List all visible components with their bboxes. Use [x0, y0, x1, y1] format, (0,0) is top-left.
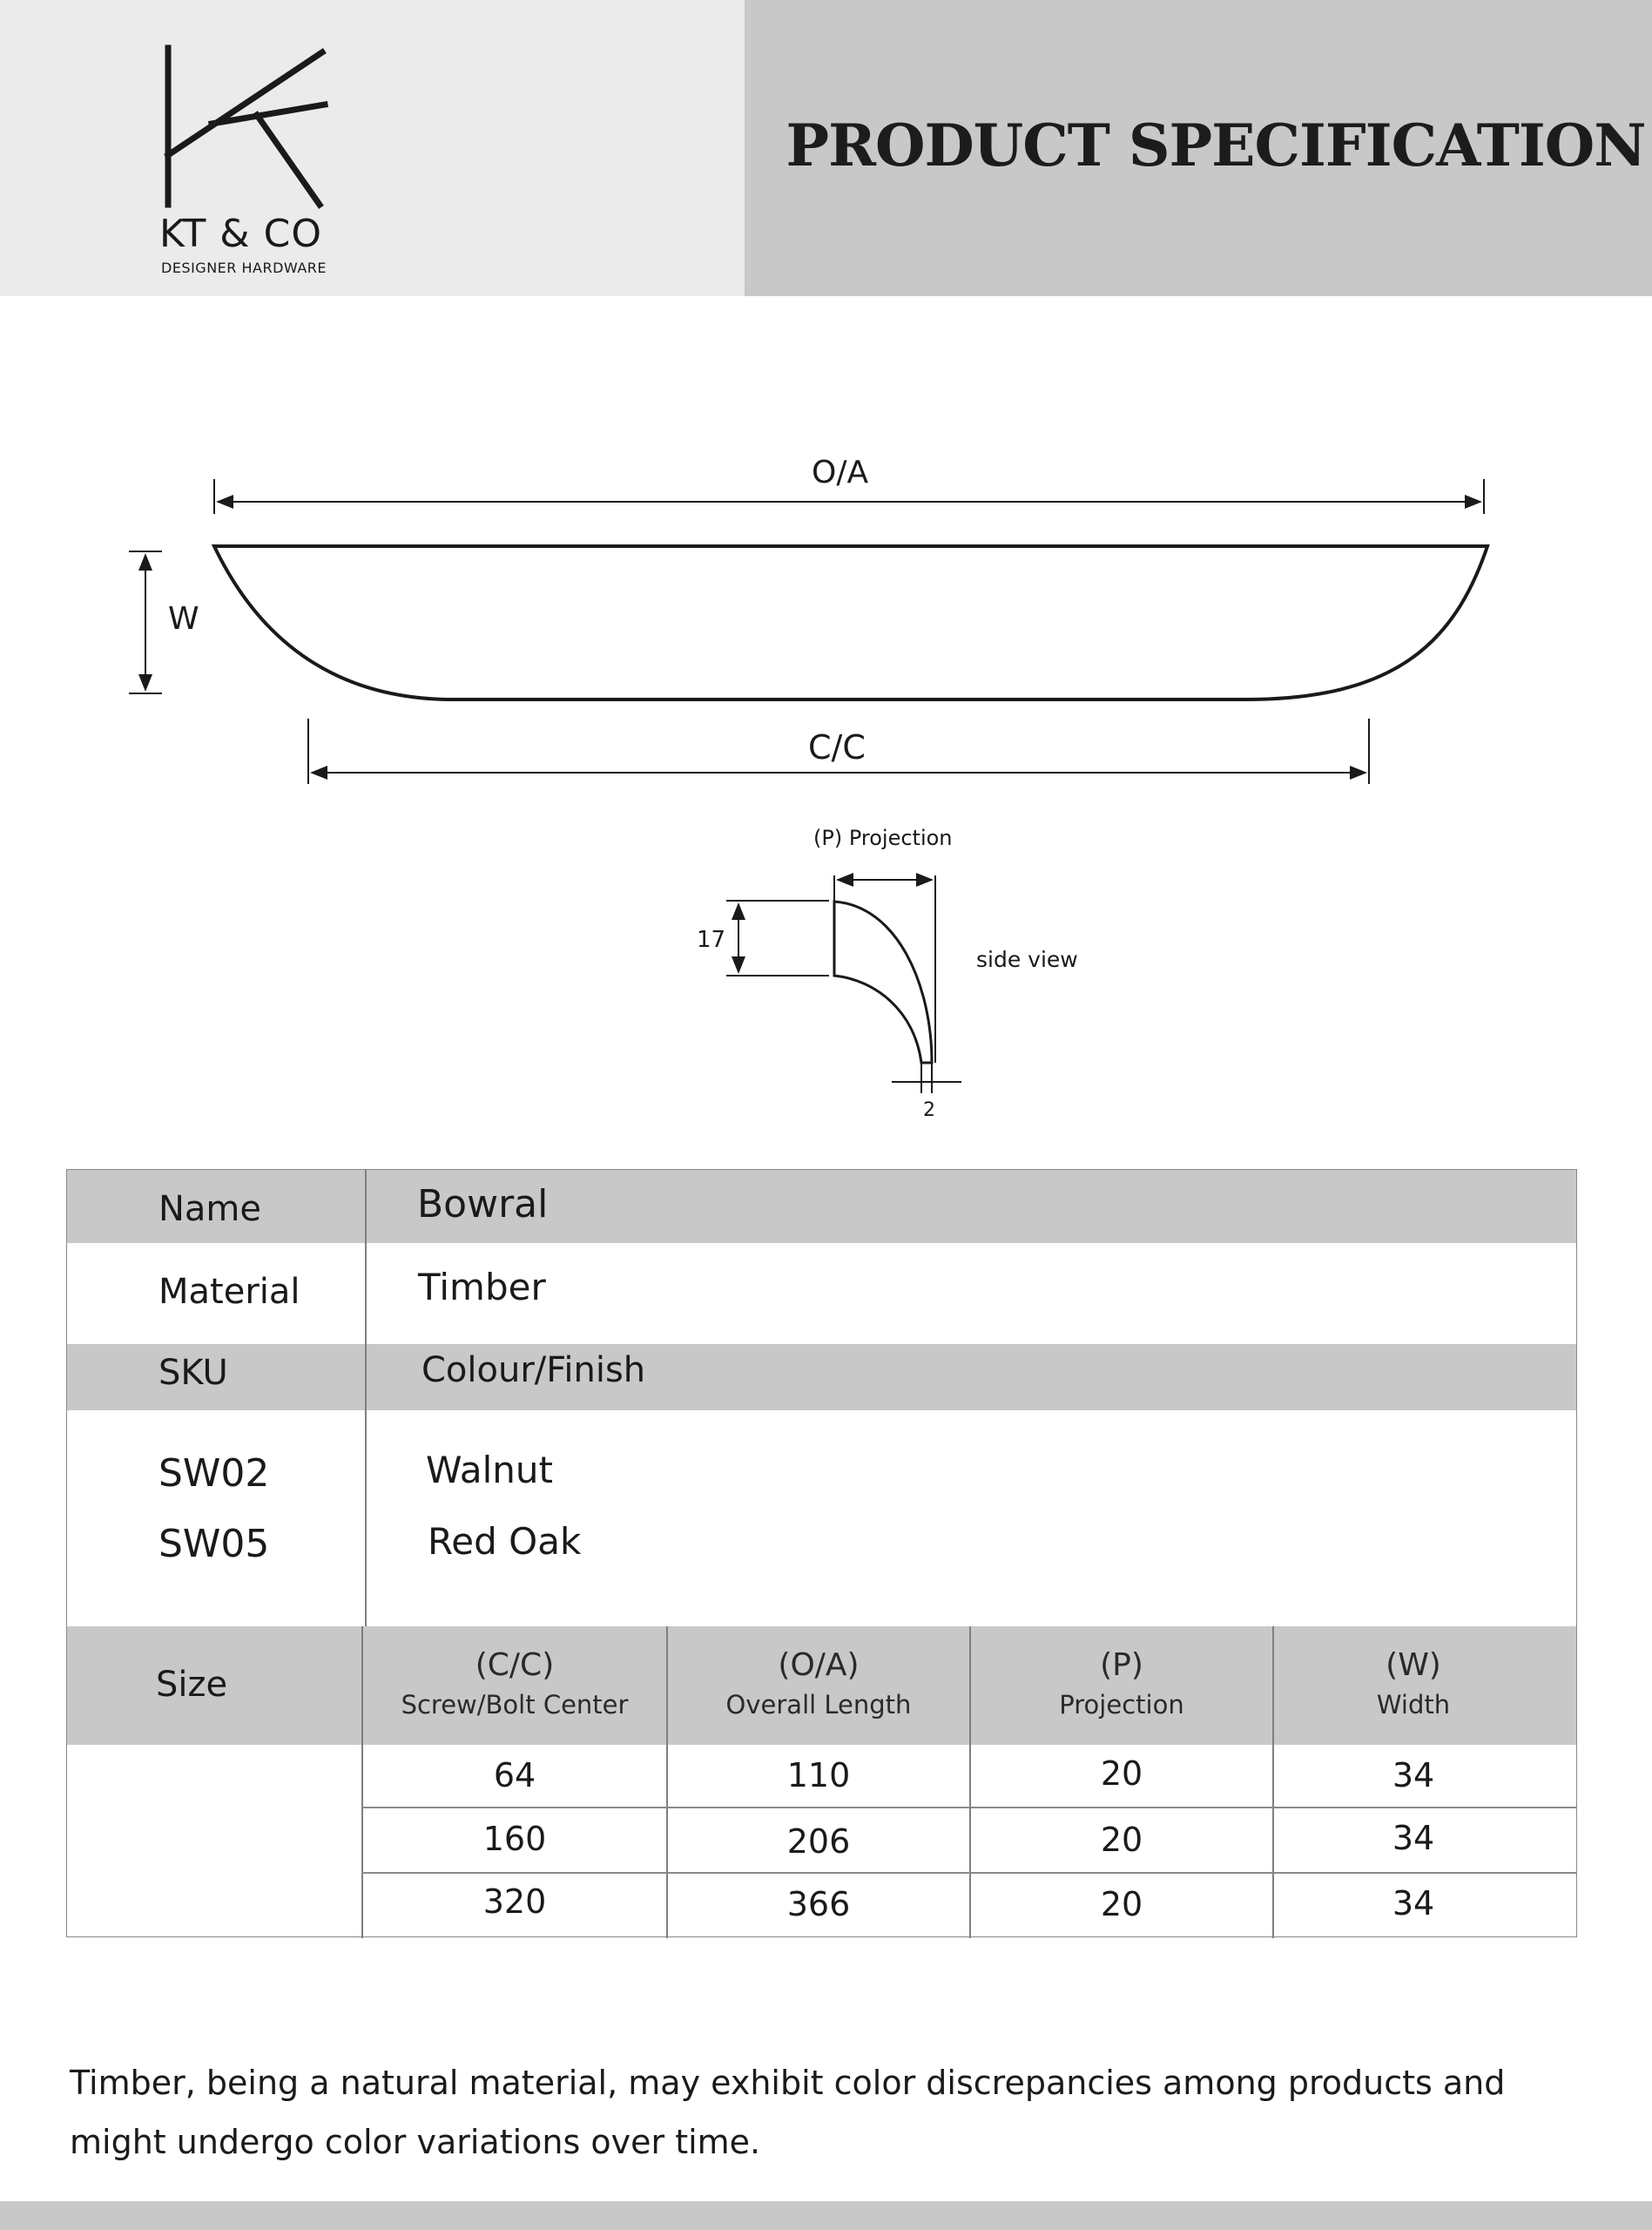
kt-logo-icon	[161, 44, 335, 209]
column-header-w	[1274, 1647, 1553, 1720]
table-cell: 34	[1392, 1756, 1435, 1794]
column-code: (P)	[1100, 1647, 1143, 1683]
table-cell: 34	[1392, 1819, 1435, 1857]
table-cell: 20	[1100, 1754, 1143, 1793]
centers-label: C/C	[808, 728, 866, 767]
size-label: Size	[156, 1665, 228, 1705]
technical-drawing	[0, 418, 1652, 1150]
column-header-cc	[363, 1647, 666, 1720]
footer-bar	[0, 2201, 1652, 2230]
divider	[361, 1807, 1576, 1808]
name-row-band	[67, 1170, 1576, 1243]
side-view-label: side view	[976, 947, 1078, 972]
table-cell: 64	[493, 1756, 536, 1794]
table-cell: 20	[1100, 1885, 1143, 1923]
table-cell: 34	[1392, 1884, 1435, 1923]
column-desc: Screw/Bolt Center	[401, 1690, 629, 1720]
column-header-oa	[668, 1647, 969, 1720]
overall-length-label: O/A	[812, 455, 869, 490]
column-desc: Projection	[1059, 1690, 1184, 1720]
column-desc: Width	[1376, 1690, 1451, 1720]
finish-value: Walnut	[426, 1449, 553, 1491]
table-cell: 320	[482, 1882, 547, 1921]
column-code: (W)	[1386, 1647, 1441, 1683]
thickness-value: 2	[923, 1099, 935, 1121]
table-cell: 366	[786, 1885, 851, 1923]
material-label: Material	[158, 1272, 300, 1312]
column-desc: Overall Length	[725, 1690, 912, 1720]
sku-value: SW05	[158, 1522, 270, 1566]
timber-note: Timber, being a natural material, may exhibit color discrepancies among products and might undergo color variations over time.	[70, 2064, 1506, 2161]
brand-name: KT & CO	[159, 212, 322, 256]
name-label: Name	[158, 1189, 262, 1229]
table-cell: 206	[786, 1822, 851, 1861]
column-code: (O/A)	[778, 1647, 860, 1683]
header-logo-panel	[0, 0, 745, 296]
page-title: PRODUCT SPECIFICATION	[786, 112, 1646, 179]
column-header-p	[971, 1647, 1272, 1720]
table-cell: 20	[1100, 1821, 1143, 1859]
sku-label: SKU	[158, 1353, 228, 1393]
side-view	[726, 875, 961, 1093]
name-value: Bowral	[417, 1182, 549, 1226]
table-cell: 160	[482, 1820, 547, 1858]
height-value: 17	[697, 927, 726, 953]
table-cell: 110	[786, 1756, 851, 1794]
finish-value: Red Oak	[428, 1520, 582, 1563]
finish-label: Colour/Finish	[421, 1350, 646, 1390]
brand-tagline: DESIGNER HARDWARE	[161, 260, 327, 276]
header-title-panel	[745, 0, 1652, 296]
spec-table	[66, 1169, 1577, 1937]
width-label: W	[168, 601, 199, 637]
projection-label: (P) Projection	[813, 826, 953, 850]
sku-value: SW02	[158, 1451, 270, 1496]
divider	[365, 1170, 367, 1626]
divider	[361, 1872, 1576, 1874]
column-code: (C/C)	[475, 1647, 555, 1683]
material-value: Timber	[418, 1266, 546, 1308]
sku-row-band	[67, 1344, 1576, 1410]
